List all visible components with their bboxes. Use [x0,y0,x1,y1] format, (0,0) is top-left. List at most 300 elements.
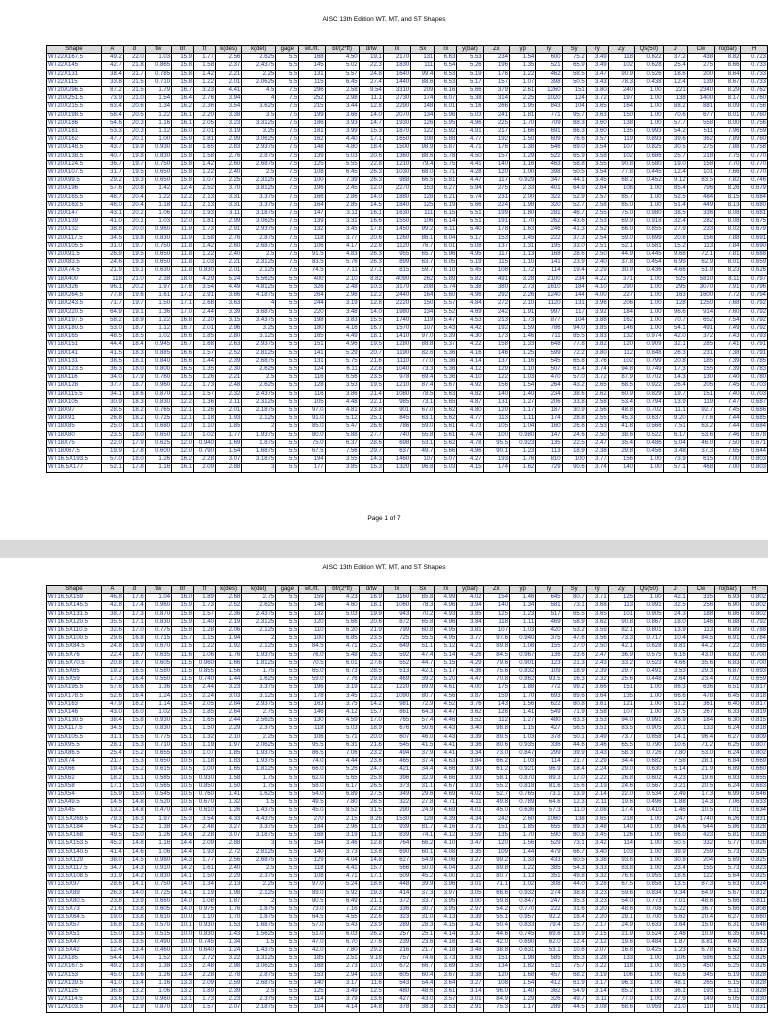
table-cell: 15.2 [123,766,145,774]
table-row [47,160,768,168]
table-cell: 32.5 [663,602,687,610]
table-cell: 1.13 [509,873,535,881]
table-cell: 5.92 [435,128,457,136]
table-cell: 6.33 [715,709,741,717]
table-row [47,234,768,242]
table-cell: 0.756 [741,103,768,111]
table-cell: 37.2 [663,54,687,62]
table-cell: 5.5 [276,398,299,406]
table-cell: 0.454 [635,259,664,267]
table-cell: 0.870 [145,610,171,618]
table-cell: 2.91 [194,292,216,300]
table-cell: 15.8 [172,62,194,70]
page-number: Page 1 of 7 [367,515,401,522]
shape-designation-cell: WT15X146 [47,709,102,717]
table-row [47,95,768,103]
table-cell: 592 [383,651,410,659]
table-cell: 511 [687,128,714,136]
table-cell: 5.5 [276,406,299,414]
table-cell: 108 [411,136,435,144]
table-cell: 29.6 [101,635,123,643]
shape-designation-cell: WT15X49.5 [47,799,102,807]
table-cell: 3.23 [194,87,216,95]
table-cell: 26.3 [359,651,383,659]
table-row [47,54,768,62]
table-cell: 18.1 [123,357,145,365]
table-cell: 30.8 [663,856,687,864]
table-cell: 4.36 [457,668,483,676]
table-cell: 5.5 [276,374,299,382]
table-cell: 0.756 [741,119,768,127]
table-cell: 75.0 [608,210,634,218]
table-cell: 3.87 [457,692,483,700]
table-cell: 24.7 [359,766,383,774]
table-cell: 4.5 [242,87,276,95]
table-cell: 1.26 [145,832,171,840]
table-cell: 19.5 [359,341,383,349]
table-cell: 174 [536,415,562,423]
table-cell: 244 [299,300,325,308]
table-row [47,210,768,218]
column-header: d/tw [359,586,383,594]
table-cell: 0.725 [145,889,171,897]
table-cell: 5.38 [457,95,483,103]
table-cell: 10.0 [359,963,383,971]
table-cell: 0.812 [741,889,768,897]
table-cell: 1.03 [509,758,535,766]
shape-designation-cell: WT16.5X110.5 [47,627,102,635]
table-cell: 21.5 [123,78,145,86]
table-cell: 0.628 [635,62,664,70]
table-cell: 2.07 [215,1004,241,1012]
table-cell: 4.21 [457,643,483,651]
table-cell: 1.75 [242,782,276,790]
table-cell: 0.580 [145,668,171,676]
table-cell: 5.19 [457,259,483,267]
table-cell: 3.76 [457,700,483,708]
table-cell: 18.8 [359,881,383,889]
table-cell: 1.40 [194,618,216,626]
table-cell: 299 [536,750,562,758]
table-row [47,259,768,267]
table-cell: 690 [383,848,410,856]
table-cell: 78.3 [411,602,435,610]
table-cell: 0.565 [145,782,171,790]
table-cell: 209 [411,87,435,95]
table-cell: 10.5 [172,758,194,766]
table-cell: 2.20 [586,914,608,922]
table-cell: 94.8 [608,365,634,373]
table-cell: 1.94 [215,635,241,643]
shape-designation-cell: WT18X75 [47,439,102,447]
table-row [47,741,768,749]
shape-designation-cell: WT20X147 [47,210,102,218]
table-cell: 693 [536,692,562,700]
table-cell: 1980 [383,308,410,316]
table-cell: 3.88 [586,316,608,324]
table-cell: 450 [687,963,714,971]
table-row [47,431,768,439]
table-cell: 64.6 [536,799,562,807]
table-cell: 1.41 [509,709,535,717]
table-cell: 70.7 [663,316,687,324]
table-cell: 106 [411,218,435,226]
table-cell: 7.38 [715,349,741,357]
table-cell: 96.9 [536,766,562,774]
table-cell: 71.7 [101,300,123,308]
table-row [47,963,768,971]
table-cell: 545 [383,741,410,749]
table-cell: 85.4 [663,185,687,193]
table-cell: 18.3 [123,398,145,406]
table-cell: 206 [608,300,634,308]
table-cell: 0.650 [145,259,171,267]
table-cell: 14.0 [172,897,194,905]
table-cell: 0.831 [741,1004,768,1012]
table-cell: 3.01 [457,881,483,889]
table-cell: 2.32 [215,390,241,398]
table-cell: 199 [299,111,325,119]
table-row [47,144,768,152]
table-cell: 14.0 [359,111,383,119]
table-cell: 5.76 [325,259,359,267]
shape-designation-cell: WT18X85 [47,423,102,431]
table-cell: 4 [242,300,276,308]
table-cell: 62.6 [663,971,687,979]
table-cell: 34.5 [101,725,123,733]
table-cell: 2 [242,635,276,643]
table-cell: 5.5 [276,357,299,365]
column-header: bf/(2*tf) [325,586,359,594]
table-cell: 1.02 [194,431,216,439]
table-cell: 88.6 [411,78,435,86]
table-cell: 39.9 [411,881,435,889]
table-cell: 1.34 [194,881,216,889]
table-cell: 30.9 [608,267,634,275]
table-cell: 13.9 [663,627,687,635]
shape-designation-cell: WT15X54 [47,791,102,799]
table-cell: 68.6 [608,1004,634,1012]
table-cell: 0.679 [741,185,768,193]
column-header: H [741,586,768,594]
table-cell: 362 [536,987,562,995]
table-cell: 7.76 [325,676,359,684]
table-cell: 25.6 [608,676,634,684]
table-cell: 0.671 [741,439,768,447]
table-cell: 15.3 [123,758,145,766]
table-cell: 80.5 [299,897,325,905]
table-cell: 1.8125 [242,766,276,774]
table-cell: 129 [299,856,325,864]
table-cell: 13.8 [101,938,123,946]
table-cell: 0.796 [741,283,768,291]
table-cell: 29.8 [359,676,383,684]
shape-designation-cell: WT15X163 [47,700,102,708]
table-cell: 0.650 [145,169,171,177]
table-cell: 438 [687,54,714,62]
table-cell: 877 [536,316,562,324]
table-cell: 80.7 [483,873,509,881]
table-cell: 7.5 [276,95,299,103]
table-cell: 15.7 [172,635,194,643]
table-cell: 3.39 [457,733,483,741]
table-cell: 5.5 [276,692,299,700]
table-cell: 39.9 [663,848,687,856]
table-cell: 5.5 [276,659,299,667]
table-cell: 1.06 [145,210,171,218]
table-cell: 6.85 [325,635,359,643]
table-cell: 12.2 [172,398,194,406]
table-cell: 1.50 [509,136,535,144]
table-cell: 7.5 [276,267,299,275]
table-cell: 132 [608,333,634,341]
table-cell: 17.6 [123,594,145,602]
table-cell: 1.57 [194,610,216,618]
column-header: bf [172,586,194,594]
table-cell: 1.10 [509,259,535,267]
table-cell: 1.00 [635,119,664,127]
table-cell: 3.23 [586,897,608,905]
table-cell: 5.5 [276,635,299,643]
table-cell: 66.6 [483,889,509,897]
table-cell: 75.0 [299,439,325,447]
table-cell: 49.7 [562,996,586,1004]
table-cell: 3.96 [586,300,608,308]
table-cell: 11.8 [172,259,194,267]
table-cell: 0.679 [741,226,768,234]
table-cell: 16.4 [123,676,145,684]
table-cell: 120 [299,618,325,626]
table-cell: 198 [299,316,325,324]
table-cell: 1.00 [635,87,664,95]
table-cell: 3.55 [586,160,608,168]
shape-designation-cell: WT13.5X73 [47,905,102,913]
table-cell: 66.2 [411,840,435,848]
table-cell: 83.5 [687,177,714,185]
table-cell: 0.790 [635,741,664,749]
table-cell: 0.826 [741,963,768,971]
table-cell: 168 [536,251,562,259]
table-cell: 68.2 [562,971,586,979]
table-cell: 4.10 [586,283,608,291]
table-cell: 76.0 [299,651,325,659]
table-cell: 65.8 [562,357,586,365]
table-cell: 32.4 [663,218,687,226]
table-cell: 1.00 [635,856,664,864]
shape-designation-cell: WT18X123.5 [47,365,102,373]
table-cell: 1.625 [242,791,276,799]
table-cell: 19.7 [663,390,687,398]
table-cell: 3.67 [435,971,457,979]
shape-designation-cell: WT13.5X42 [47,946,102,954]
table-cell: 5.32 [715,955,741,963]
table-cell: 6.78 [687,946,714,954]
table-cell: 117 [562,308,586,316]
table-cell: 5.5 [276,618,299,626]
table-cell: 19.4 [562,267,586,275]
table-cell: 3.54 [215,103,241,111]
table-cell: 25.8 [359,774,383,782]
table-row [47,324,768,332]
table-cell: 67.5 [299,447,325,455]
table-cell: 225 [483,119,509,127]
table-cell: 0.636 [509,807,535,815]
table-cell: 4.56 [435,692,457,700]
table-cell: 17.1 [123,618,145,626]
table-cell: 5.5 [276,456,299,464]
table-cell: 5.5 [276,627,299,635]
table-cell: 3.80 [586,87,608,95]
table-cell: 114 [536,267,562,275]
table-cell: 26.3 [101,889,123,897]
table-cell: 1.73 [194,382,216,390]
table-cell: 162 [608,316,634,324]
table-cell: 16.1 [172,464,194,472]
table-cell: 2.29 [215,873,241,881]
table-cell: 2.76 [194,95,216,103]
table-cell: 194 [299,456,325,464]
table-cell: 2.1875 [242,1004,276,1012]
table-cell: 91.0 [299,415,325,423]
table-cell: 57.7 [663,119,687,127]
table-cell: 6.27 [715,733,741,741]
table-cell: 5.5 [276,684,299,692]
table-cell: 1.81 [194,218,216,226]
table-cell: 1160 [383,594,410,602]
table-cell: 50.5 [562,78,586,86]
shapes-table-page-2 [46,585,768,1013]
table-cell: 177 [299,464,325,472]
shape-designation-cell: WT20X165.5 [47,193,102,201]
table-cell: 3.61 [435,987,457,995]
table-header-row [47,46,768,54]
table-cell: 1030 [383,169,410,177]
table-cell: 38.8 [562,889,586,897]
table-cell: 1.36 [145,684,171,692]
table-cell: 1.81 [509,111,535,119]
table-cell: 10.5 [687,807,714,815]
table-cell: 4.96 [325,341,359,349]
table-cell: 861 [383,709,410,717]
table-cell: 5.5 [276,643,299,651]
table-cell: 7.58 [663,758,687,766]
table-cell: 4.10 [457,374,483,382]
column-header: ro(bar) [715,46,741,54]
table-cell: 119 [411,316,435,324]
table-row [47,300,768,308]
table-cell: 3.375 [242,193,276,201]
column-header: tf [194,586,216,594]
table-cell: 107 [483,627,509,635]
table-cell: 6.14 [435,218,457,226]
table-cell: 7.01 [715,807,741,815]
table-cell: 2.60 [215,242,241,250]
table-cell: 1530 [383,815,410,823]
table-row [47,758,768,766]
table-cell: 19.7 [123,160,145,168]
table-cell: 51.9 [687,267,714,275]
table-cell: 9.20 [663,415,687,423]
table-cell: 1.22 [145,316,171,324]
table-cell: 12.5 [359,987,383,995]
table-cell: 0.760 [194,791,216,799]
table-cell: 5.5 [276,840,299,848]
table-cell: 10.0 [172,930,194,938]
table-row [47,439,768,447]
table-cell: 1640 [383,70,410,78]
table-cell: 73.9 [663,456,687,464]
table-cell: 5.5 [276,938,299,946]
table-cell: 1.22 [194,169,216,177]
table-cell: 0.759 [741,128,768,136]
table-cell: 66.2 [483,758,509,766]
table-cell: 45.0 [101,971,123,979]
table-cell: 7.5 [276,193,299,201]
table-row [47,275,768,283]
table-cell: 1400 [687,95,714,103]
table-cell: 0.691 [741,234,768,242]
column-header: Shape [47,586,102,594]
table-cell: 242 [483,308,509,316]
table-cell: 134 [411,111,435,119]
table-cell: 1.46 [509,594,535,602]
table-cell: 4.41 [435,741,457,749]
table-cell: 5.86 [715,823,741,831]
table-cell: 881 [687,103,714,111]
table-cell: 12.4 [101,946,123,954]
table-cell: 25.0 [101,423,123,431]
table-cell: 69.0 [562,144,586,152]
table-cell: 0.830 [194,930,216,938]
table-cell: 138 [663,95,687,103]
table-cell: 10.8 [359,971,383,979]
shapes-table-wrapper [46,585,768,1013]
shape-designation-cell: WT18X97 [47,406,102,414]
table-cell: 709 [536,119,562,127]
table-cell: 3.23 [215,684,241,692]
table-cell: 96.8 [411,464,435,472]
table-cell: 4.00 [457,684,483,692]
table-cell: 19.6 [123,292,145,300]
table-cell: 6.10 [435,267,457,275]
table-cell: 45.0 [483,807,509,815]
table-cell: 5.26 [325,766,359,774]
table-cell: 2.36 [215,610,241,618]
table-cell: 20.6 [359,152,383,160]
table-cell: 332 [687,840,714,848]
table-cell: 49.5 [299,799,325,807]
shape-designation-cell: WT15X105.5 [47,733,102,741]
table-cell: 79.6 [483,659,509,667]
table-cell: 77.8 [562,341,586,349]
shapes-table-wrapper [46,45,768,473]
table-cell: 5.17 [457,234,483,242]
table-cell: 0.520 [145,799,171,807]
table-cell: 2.875 [242,971,276,979]
table-cell: 3.07 [215,832,241,840]
table-cell: 3.35 [457,848,483,856]
table-cell: 67.5 [608,881,634,889]
table-cell: 54.2 [101,823,123,831]
table-cell: 11.5 [172,676,194,684]
table-cell: 3.43 [586,78,608,86]
table-cell: 3.47 [586,70,608,78]
table-cell: 57.6 [101,684,123,692]
table-cell: 72.9 [411,700,435,708]
table-cell: 1.00 [635,324,664,332]
table-cell: 193 [687,987,714,995]
table-cell: 51.2 [663,700,687,708]
